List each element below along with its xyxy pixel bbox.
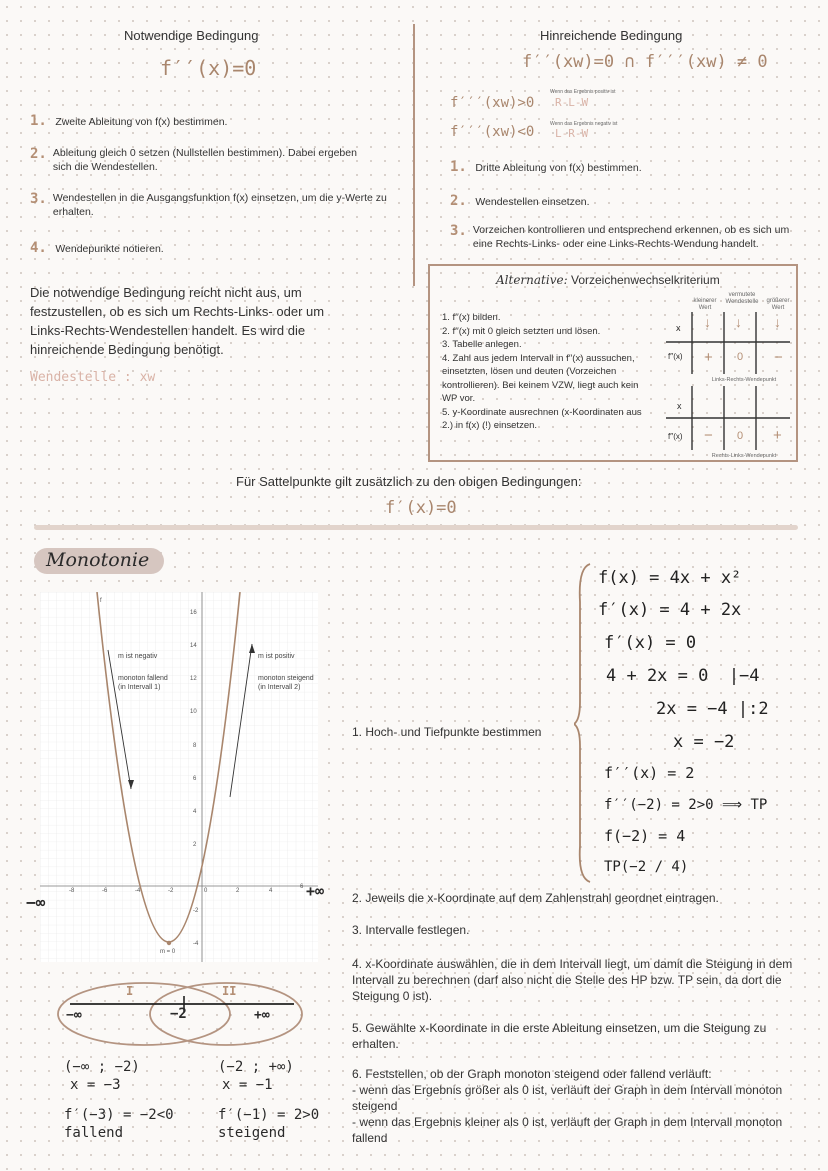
table1-sign-right: −: [774, 349, 783, 366]
table2-sign-mid: 0: [737, 430, 744, 442]
interval-x: x = −1: [222, 1077, 273, 1093]
right-graph-note: [258, 652, 314, 692]
step-line: - wenn das Ergebnis größer als 0 ist, verläuft der Graph in dem Intervall monoton steigend: [352, 1083, 783, 1113]
step-number: 1.: [450, 159, 467, 175]
cond-negative-result: L-R-W: [555, 127, 589, 140]
alt-step: 4. Zahl aus jedem Intervall in f′′(x) aussuchen, einsetzten, lösen und deuten (Vorzeichen kontrollieren). Bei keinem VZW, liegt auch kein WP vor.: [442, 352, 639, 404]
mono-step-5: 5. Gewählte x-Koordinate in die erste Ableitung einsetzen, um die Steigung zu erhalten.: [352, 1021, 767, 1051]
left-step-4: [30, 239, 390, 257]
alternative-label: Alternative:: [496, 273, 568, 287]
column-divider: [413, 24, 415, 286]
interval-2: [218, 1058, 319, 1142]
table2-row-f: f′′(x): [668, 432, 683, 441]
equation-line: f′′(x) = 2: [604, 764, 695, 782]
mono-step-3: 3. Intervalle festlegen.: [352, 923, 470, 937]
x-tick: -2: [168, 888, 174, 894]
note-line: monoton steigend: [258, 675, 314, 682]
step-text: Vorzeichen kontrollieren und entsprechend erkennen, ob es sich um eine Rechts-Links- oder eine Links-Rechts-Wendung handelt.: [472, 224, 790, 250]
interval-calc: f′(−3) = −2<0: [64, 1107, 174, 1123]
equation-line: f′(x) = 4 + 2x: [598, 600, 742, 620]
x-tick: -4: [135, 888, 141, 894]
left-title: Notwendige Bedingung: [124, 28, 259, 43]
equation-line: x = −2: [673, 732, 735, 752]
note-line: (in Intervall 2): [258, 684, 301, 691]
interval-result: steigend: [218, 1125, 286, 1141]
mono-step-4: 4. x-Koordinate auswählen, die in dem Intervall liegt, um damit die Steigung in dem Intervall zu berechnen (darf also nicht die Stelle des HP bzw. TP sein, da dort die Steigung 0 ist).: [352, 957, 793, 1003]
step-number: 4.: [30, 240, 47, 256]
equation-line: f(−2) = 4: [604, 827, 686, 845]
right-title: Hinreichende Bedingung: [540, 28, 683, 43]
col-header-larger: größerer Wert: [766, 298, 790, 311]
equation-line: TP(−2 / 4): [604, 859, 689, 875]
step-number: 3.: [450, 223, 467, 239]
minus-infinity: −∞: [26, 893, 46, 912]
nl-plus-inf: +∞: [254, 1008, 270, 1023]
step-text: Wendepunkte notieren.: [55, 243, 164, 255]
y-tick: 4: [193, 809, 197, 815]
y-tick: 8: [193, 743, 197, 749]
wendestelle-note: Wendestelle : xw: [30, 370, 156, 385]
sattel-formula: f′(x)=0: [385, 498, 457, 518]
left-step-2: [30, 146, 370, 174]
mono-step-6: [352, 1066, 812, 1146]
alternative-heading: [496, 273, 720, 287]
interval-range: (−∞ ; −2): [64, 1059, 140, 1075]
y-tick: 6: [193, 776, 197, 782]
table2-row-x: x: [677, 401, 682, 411]
curly-brace: [574, 562, 594, 884]
equation-line: f(x) = 4x + x²: [598, 568, 742, 588]
right-step-3: [450, 223, 800, 251]
right-step-2: [450, 192, 810, 210]
y-tick: -2: [193, 908, 199, 914]
alt-step: 2. f′′(x) mit 0 gleich setzten und lösen.: [442, 325, 601, 337]
col-header-smaller: kleinerer Wert: [693, 298, 717, 311]
left-paragraph: Die notwendige Bedingung reicht nicht aus, um festzustellen, ob es sich um Rechts-Links- oder um Links-Rechts-Wendestellen handelt. Es wird die hinreichende Bedingung benötigt.: [30, 285, 325, 357]
monotonie-title: Monotonie: [46, 549, 150, 571]
alt-step: 3. Tabelle anlegen.: [442, 339, 522, 350]
cond-positive-note: Wenn das Ergebnis positiv ist: [550, 89, 616, 95]
equation-line: 2x = −4 |:2: [656, 699, 769, 719]
parabola-graph: [40, 592, 320, 964]
equation-line: f′(x) = 0: [604, 633, 697, 653]
table1-sign-left: +: [704, 349, 713, 366]
table1-row-f: f′′(x): [668, 352, 683, 361]
nl-minus-two: −2: [170, 1006, 187, 1022]
table1-caption: Links-Rechts-Wendepunkt: [711, 377, 777, 383]
graph-grid: [40, 592, 318, 962]
step-text: Wendestellen in die Ausgangsfunktion f(x) einsetzen, um die y-Werte zu erhalten.: [52, 192, 387, 218]
table2-sign-right: +: [773, 427, 782, 444]
arrow-down-icon: ↓: [704, 314, 711, 330]
x-tick: 6: [300, 884, 304, 890]
cond-negative: f′′′(xw)<0: [450, 124, 535, 140]
step-text: Zweite Ableitung von f(x) bestimmen.: [55, 116, 228, 128]
plus-infinity: +∞: [306, 882, 325, 900]
table2-caption: Rechts-Links-Wendepunkt: [711, 453, 777, 459]
right-formula: f′′(xw)=0 ∩ f′′′(xw) ≠ 0: [522, 52, 768, 72]
step-line: - wenn das Ergebnis kleiner als 0 ist, verläuft der Graph in dem Intervall monoton fallend: [352, 1115, 783, 1145]
x-tick: -8: [69, 888, 75, 894]
mono-step-1: 1. Hoch- und Tiefpunkte bestimmen: [352, 725, 542, 739]
y-tick: 2: [193, 842, 197, 848]
interval-calc: f′(−1) = 2>0: [218, 1107, 320, 1123]
alt-step: 1. f′′(x) bilden.: [442, 312, 501, 323]
cond-positive-result: R-L-W: [555, 96, 589, 109]
left-step-1: [30, 112, 390, 130]
table1-sign-mid: 0: [737, 351, 744, 363]
y-axis-label: f: [100, 598, 102, 604]
section-divider: [34, 525, 798, 530]
y-tick: 16: [190, 610, 197, 616]
col-header-suspected: vermutete Wendestelle: [725, 292, 759, 305]
y-tick: 10: [190, 709, 197, 715]
cond-positive: f′′′(xw)>0: [450, 95, 535, 111]
alternative-steps: [442, 311, 642, 433]
note-line: (in Intervall 1): [118, 684, 161, 691]
x-tick: 0: [204, 888, 208, 894]
step-line: 6. Feststellen, ob der Graph monoton steigend oder fallend verläuft:: [352, 1067, 712, 1081]
interval-result: fallend: [64, 1125, 124, 1141]
arrow-down-icon: ↓: [774, 314, 781, 330]
note-line: m ist negativ: [118, 653, 158, 660]
vertex-label: m = 0: [160, 949, 176, 955]
step-text: Dritte Ableitung von f(x) bestimmen.: [475, 162, 642, 174]
roman-two: II: [222, 984, 237, 998]
right-step-1: [450, 158, 810, 176]
sattel-text: Für Sattelpunkte gilt zusätzlich zu den obigen Bedingungen:: [236, 474, 582, 489]
step-number: 3.: [30, 191, 47, 207]
interval-1: [64, 1058, 174, 1142]
roman-one: I: [126, 984, 134, 998]
step-number: 1.: [30, 113, 47, 129]
y-tick: 14: [190, 643, 197, 649]
cond-negative-note: Wenn das Ergebnis negativ ist: [550, 121, 618, 127]
left-formula: f′′(x)=0: [160, 56, 257, 80]
arrow-down-icon: ↓: [735, 314, 742, 330]
step-number: 2.: [450, 193, 467, 209]
left-graph-note: [118, 652, 168, 692]
interval-x: x = −3: [70, 1077, 121, 1093]
alt-step: 5. y-Koordinate ausrechnen (x-Koordinaten aus 2.) in f(x) (!) einsetzen.: [442, 406, 642, 431]
mono-step-2: 2. Jeweils die x-Koordinate auf dem Zahlenstrahl geordnet eintragen.: [352, 891, 719, 905]
equation-line: 4 + 2x = 0 |−4: [606, 666, 760, 686]
vertex-point: [167, 941, 171, 945]
x-tick: -6: [102, 888, 108, 894]
step-text: Wendestellen einsetzen.: [475, 196, 590, 208]
table2-sign-left: −: [704, 427, 713, 444]
interval-range: (−2 ; +∞): [218, 1059, 294, 1075]
y-tick: 12: [190, 676, 197, 682]
y-tick: -4: [193, 941, 199, 947]
equation-line: f′′(−2) = 2>0 ⟹ TP: [604, 797, 768, 813]
table1-row-x: x: [676, 323, 681, 333]
note-line: m ist positiv: [258, 653, 295, 660]
alternative-title: Vorzeichenwechselkriterium: [570, 273, 720, 287]
step-text: Ableitung gleich 0 setzen (Nullstellen bestimmen). Dabei ergeben sich die Wendestellen.: [52, 147, 357, 173]
interval-1-ellipse: [58, 983, 230, 1045]
left-step-3: [30, 191, 395, 219]
step-number: 2.: [30, 146, 47, 162]
x-tick: 4: [269, 888, 273, 894]
note-line: monoton fallend: [118, 675, 168, 682]
nl-minus-inf: −∞: [66, 1008, 82, 1023]
x-tick: 2: [236, 888, 240, 894]
